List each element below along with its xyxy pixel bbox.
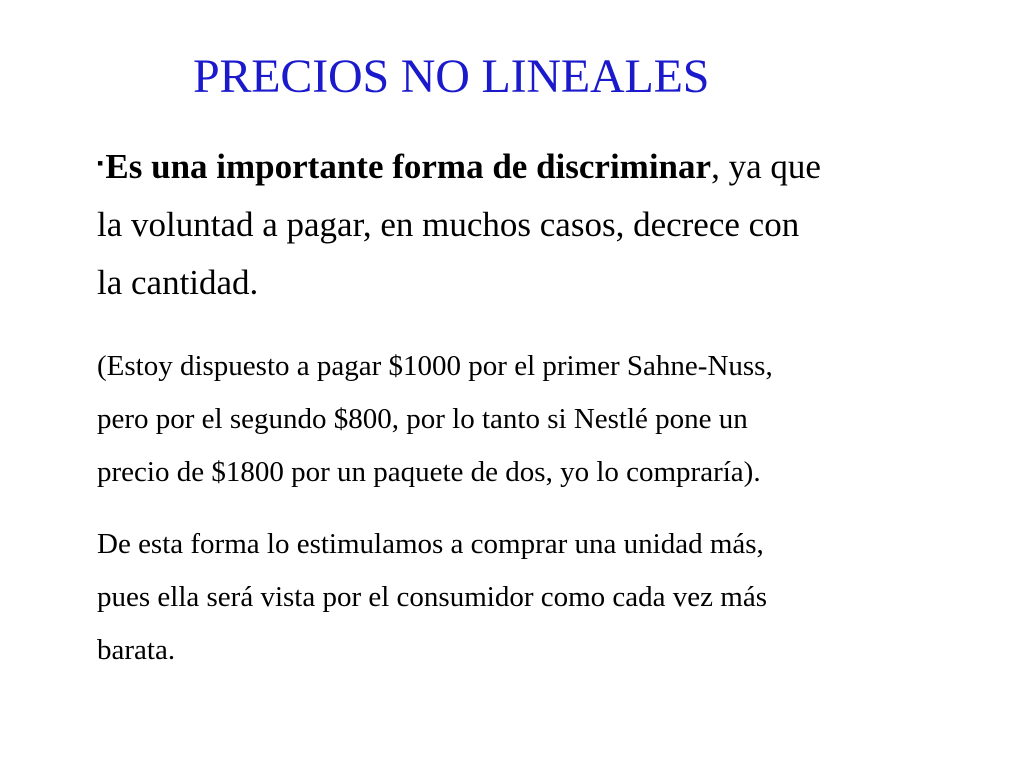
statement-continuation: , ya que: [711, 147, 821, 186]
bold-statement: Es una importante forma de discriminar: [105, 147, 712, 186]
example-line-1: (Estoy dispuesto a pagar $1000 por el primer Sahne-Nuss,: [97, 350, 773, 382]
conclusion-paragraph: [97, 518, 917, 677]
conclusion-line-2: pues ella será vista por el consumidor como cada vez más: [97, 581, 767, 613]
slide-title: PRECIOS NO LINEALES: [193, 50, 710, 103]
example-paragraph: [97, 340, 917, 499]
conclusion-line-3: barata.: [97, 634, 176, 666]
example-line-3: precio de $1800 por un paquete de dos, yo lo compraría).: [97, 456, 761, 488]
bullet-paragraph: [97, 134, 967, 312]
statement-line-3: la cantidad.: [97, 263, 259, 302]
square-bullet-icon: ▪: [97, 153, 104, 173]
conclusion-line-1: De esta forma lo estimulamos a comprar una unidad más,: [97, 528, 764, 560]
statement-line-2: la voluntad a pagar, en muchos casos, decrece con: [97, 205, 800, 244]
example-line-2: pero por el segundo $800, por lo tanto si Nestlé pone un: [97, 403, 748, 435]
